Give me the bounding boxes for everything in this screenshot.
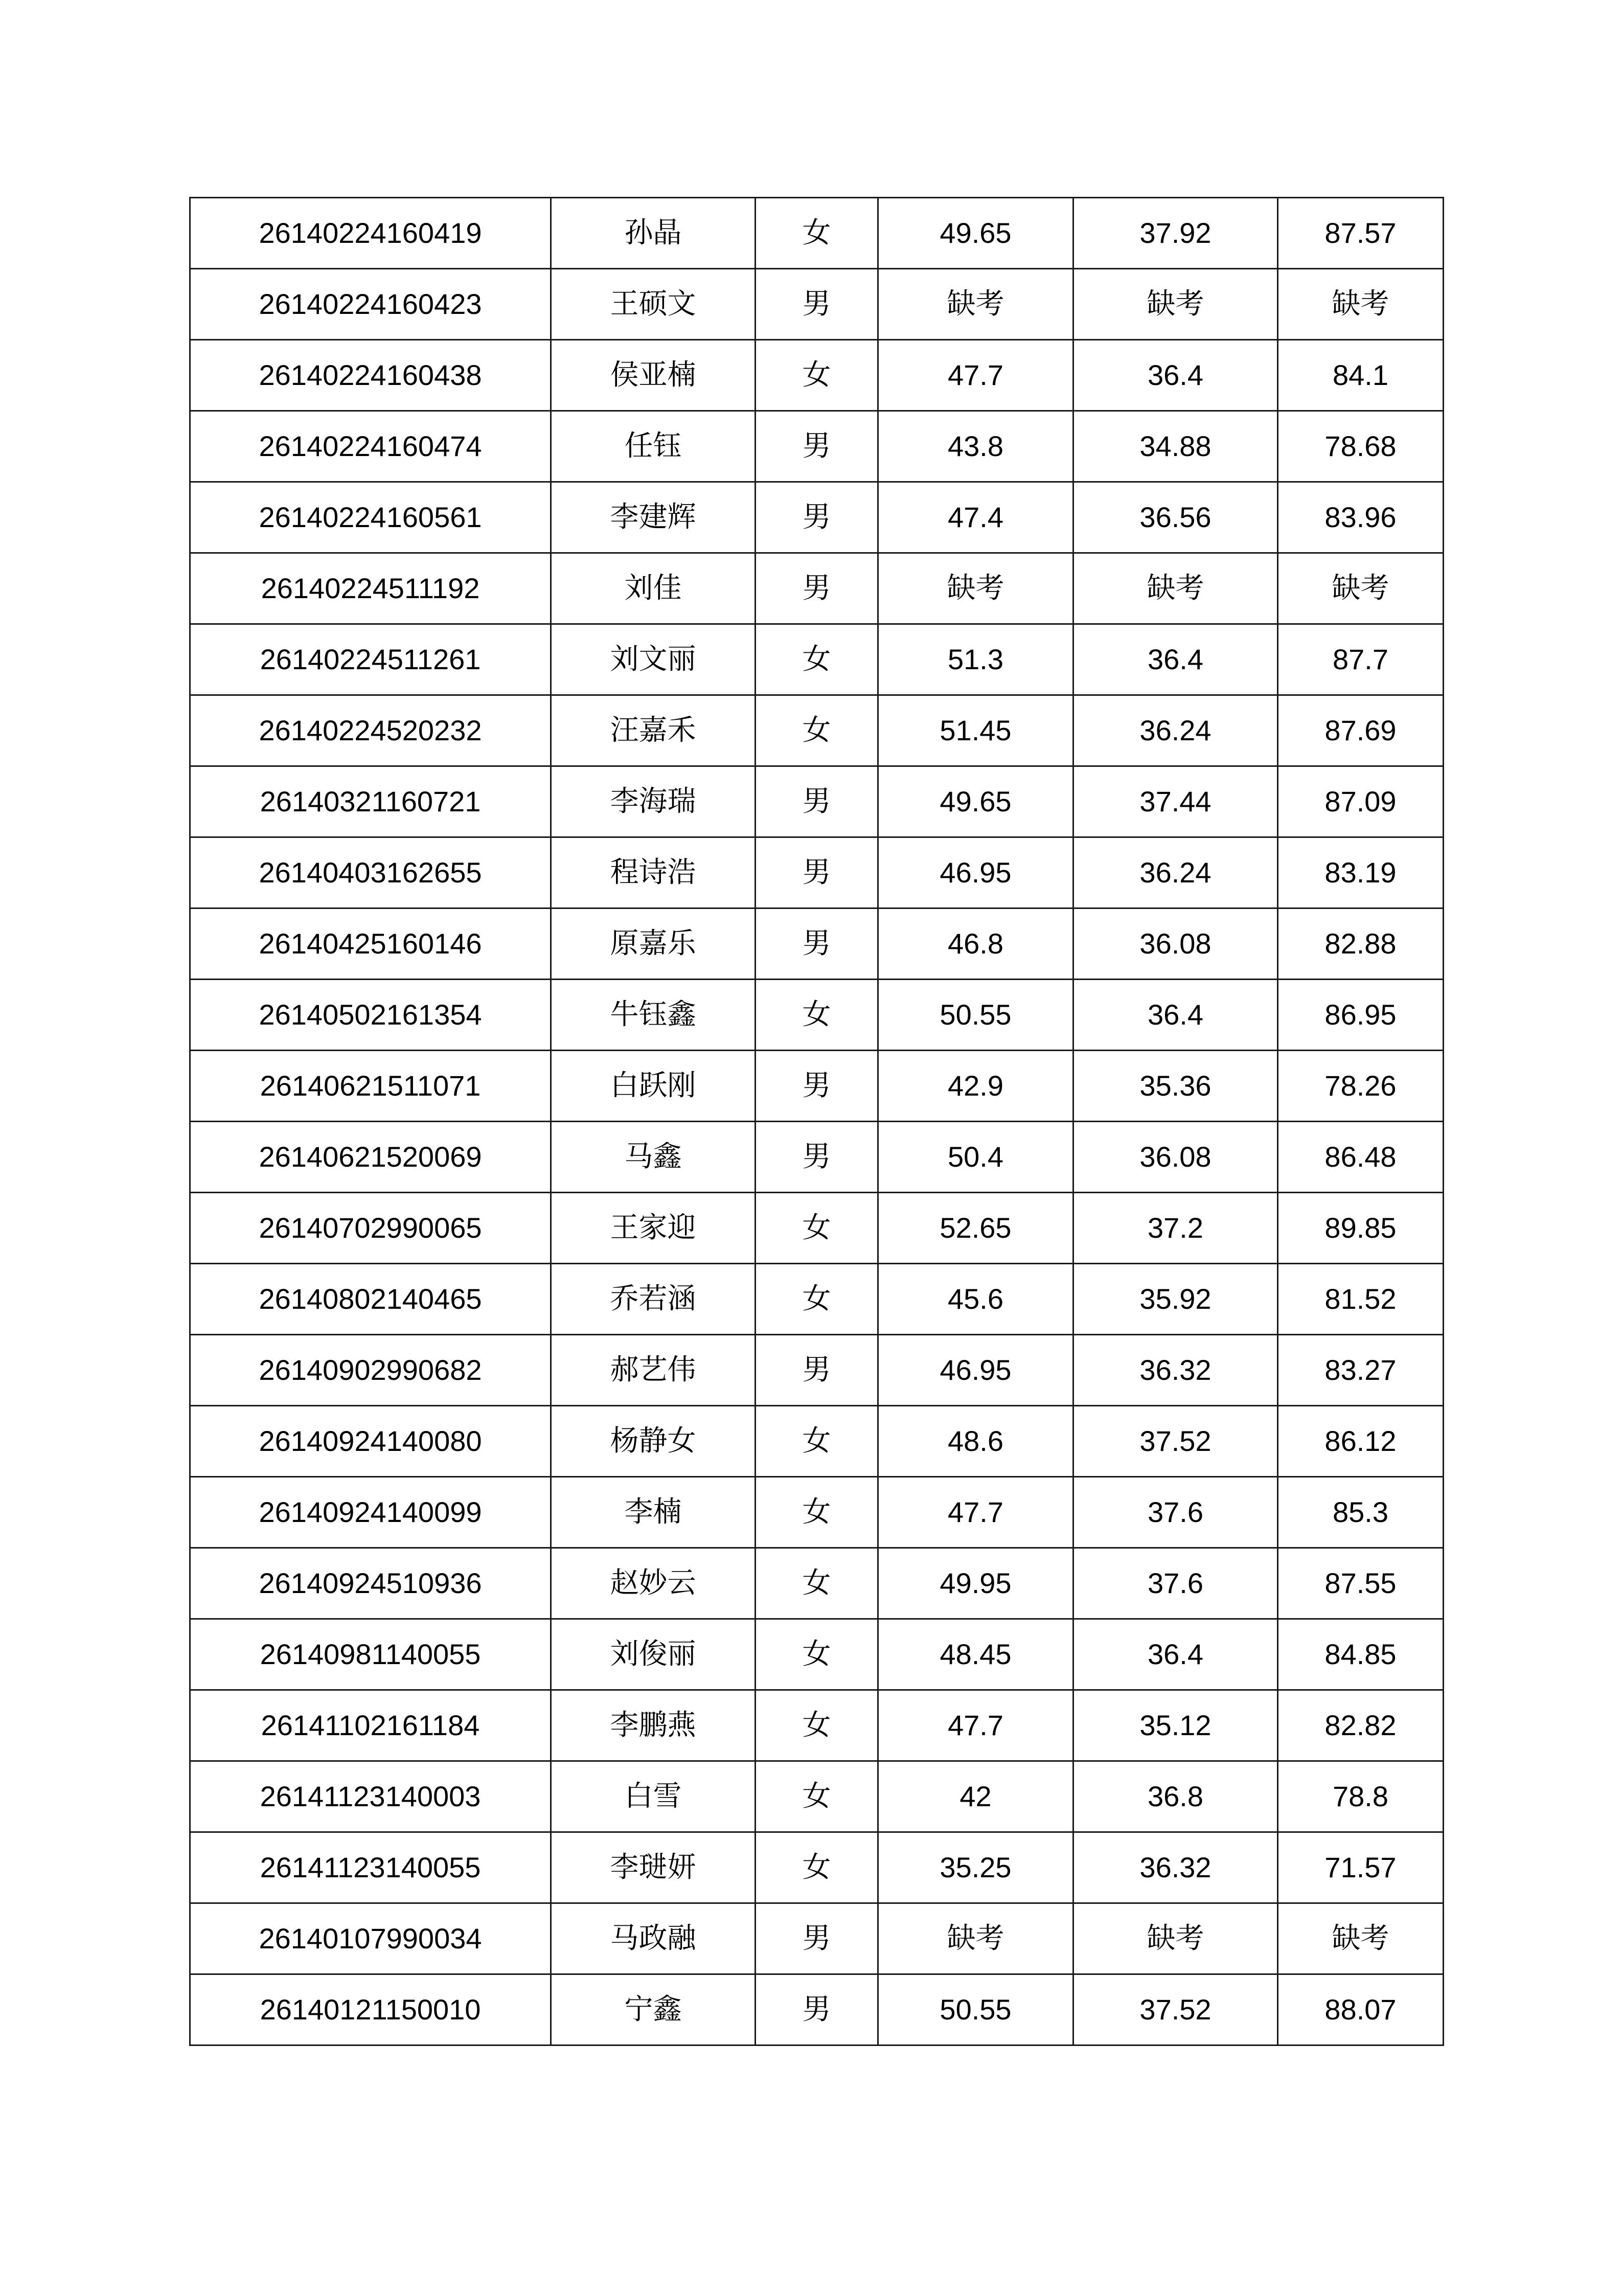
table-row: [190, 482, 1444, 553]
gender-cell: 女: [756, 1832, 878, 1903]
score-table: [189, 197, 1444, 2046]
candidate-id-cell: 26140224160474: [190, 411, 551, 482]
gender-cell: 男: [756, 1903, 878, 1974]
gender-cell: 男: [756, 411, 878, 482]
candidate-id-cell: 26140224160423: [190, 269, 551, 340]
score-1-cell: 49.65: [878, 198, 1073, 269]
table-row: [190, 837, 1444, 908]
candidate-name-cell: 马政融: [551, 1903, 756, 1974]
score-1-cell: 49.95: [878, 1548, 1073, 1619]
table-row: [190, 766, 1444, 837]
candidate-id-cell: 26140621511071: [190, 1051, 551, 1122]
score-2-cell: 36.32: [1073, 1335, 1278, 1406]
score-1-cell: 46.8: [878, 908, 1073, 980]
table-row: [190, 553, 1444, 624]
candidate-id-cell: 26140224520232: [190, 695, 551, 766]
table-row: [190, 908, 1444, 980]
candidate-name-cell: 牛钰鑫: [551, 980, 756, 1051]
candidate-id-cell: 26140224160419: [190, 198, 551, 269]
score-table-body: [190, 198, 1444, 2045]
gender-cell: 女: [756, 1619, 878, 1690]
score-1-cell: 52.65: [878, 1193, 1073, 1264]
candidate-name-cell: 王硕文: [551, 269, 756, 340]
score-1-cell: 43.8: [878, 411, 1073, 482]
score-2-cell: 36.32: [1073, 1832, 1278, 1903]
candidate-name-cell: 汪嘉禾: [551, 695, 756, 766]
candidate-name-cell: 原嘉乐: [551, 908, 756, 980]
table-row: [190, 980, 1444, 1051]
gender-cell: 男: [756, 482, 878, 553]
gender-cell: 男: [756, 837, 878, 908]
total-score-cell: 89.85: [1278, 1193, 1444, 1264]
total-score-cell: 87.7: [1278, 624, 1444, 695]
candidate-id-cell: 26140224511192: [190, 553, 551, 624]
score-1-cell: 47.7: [878, 340, 1073, 411]
total-score-cell: 84.85: [1278, 1619, 1444, 1690]
score-1-cell: 42: [878, 1761, 1073, 1832]
score-1-cell: 缺考: [878, 269, 1073, 340]
score-1-cell: 35.25: [878, 1832, 1073, 1903]
gender-cell: 女: [756, 340, 878, 411]
score-1-cell: 42.9: [878, 1051, 1073, 1122]
score-1-cell: 46.95: [878, 837, 1073, 908]
table-row: [190, 1974, 1444, 2045]
score-2-cell: 36.24: [1073, 695, 1278, 766]
table-row: [190, 1761, 1444, 1832]
candidate-name-cell: 马鑫: [551, 1122, 756, 1193]
table-row: [190, 1548, 1444, 1619]
candidate-name-cell: 宁鑫: [551, 1974, 756, 2045]
gender-cell: 男: [756, 908, 878, 980]
score-2-cell: 37.52: [1073, 1406, 1278, 1477]
score-1-cell: 46.95: [878, 1335, 1073, 1406]
candidate-id-cell: 26140621520069: [190, 1122, 551, 1193]
candidate-id-cell: 26140403162655: [190, 837, 551, 908]
gender-cell: 女: [756, 1406, 878, 1477]
score-2-cell: 37.92: [1073, 198, 1278, 269]
candidate-name-cell: 赵妙云: [551, 1548, 756, 1619]
candidate-id-cell: 26140224160561: [190, 482, 551, 553]
table-row: [190, 1335, 1444, 1406]
score-1-cell: 50.55: [878, 980, 1073, 1051]
candidate-id-cell: 26140107990034: [190, 1903, 551, 1974]
table-row: [190, 1193, 1444, 1264]
total-score-cell: 78.26: [1278, 1051, 1444, 1122]
candidate-name-cell: 刘文丽: [551, 624, 756, 695]
score-2-cell: 37.52: [1073, 1974, 1278, 2045]
score-2-cell: 37.2: [1073, 1193, 1278, 1264]
score-1-cell: 50.55: [878, 1974, 1073, 2045]
candidate-id-cell: 26141123140055: [190, 1832, 551, 1903]
candidate-id-cell: 26140425160146: [190, 908, 551, 980]
table-row: [190, 1477, 1444, 1548]
candidate-id-cell: 26140924510936: [190, 1548, 551, 1619]
gender-cell: 女: [756, 624, 878, 695]
total-score-cell: 82.82: [1278, 1690, 1444, 1761]
candidate-id-cell: 26141123140003: [190, 1761, 551, 1832]
score-2-cell: 36.8: [1073, 1761, 1278, 1832]
total-score-cell: 缺考: [1278, 269, 1444, 340]
candidate-name-cell: 程诗浩: [551, 837, 756, 908]
gender-cell: 男: [756, 1335, 878, 1406]
score-1-cell: 51.3: [878, 624, 1073, 695]
total-score-cell: 78.68: [1278, 411, 1444, 482]
score-2-cell: 36.08: [1073, 1122, 1278, 1193]
total-score-cell: 83.27: [1278, 1335, 1444, 1406]
gender-cell: 男: [756, 269, 878, 340]
candidate-id-cell: 26140802140465: [190, 1264, 551, 1335]
candidate-id-cell: 26141102161184: [190, 1690, 551, 1761]
score-1-cell: 47.4: [878, 482, 1073, 553]
candidate-id-cell: 26140224160438: [190, 340, 551, 411]
score-2-cell: 36.56: [1073, 482, 1278, 553]
gender-cell: 女: [756, 1264, 878, 1335]
score-2-cell: 37.6: [1073, 1477, 1278, 1548]
candidate-name-cell: 李建辉: [551, 482, 756, 553]
candidate-name-cell: 李鹏燕: [551, 1690, 756, 1761]
candidate-id-cell: 26140121150010: [190, 1974, 551, 2045]
score-1-cell: 47.7: [878, 1477, 1073, 1548]
total-score-cell: 83.19: [1278, 837, 1444, 908]
score-1-cell: 50.4: [878, 1122, 1073, 1193]
score-2-cell: 36.4: [1073, 1619, 1278, 1690]
gender-cell: 男: [756, 1122, 878, 1193]
candidate-id-cell: 26140924140080: [190, 1406, 551, 1477]
table-row: [190, 1832, 1444, 1903]
score-2-cell: 37.44: [1073, 766, 1278, 837]
table-row: [190, 340, 1444, 411]
candidate-name-cell: 刘佳: [551, 553, 756, 624]
candidate-name-cell: 李琎妍: [551, 1832, 756, 1903]
gender-cell: 女: [756, 1193, 878, 1264]
score-2-cell: 缺考: [1073, 269, 1278, 340]
total-score-cell: 87.69: [1278, 695, 1444, 766]
gender-cell: 女: [756, 1477, 878, 1548]
gender-cell: 女: [756, 695, 878, 766]
total-score-cell: 84.1: [1278, 340, 1444, 411]
candidate-name-cell: 孙晶: [551, 198, 756, 269]
score-1-cell: 48.6: [878, 1406, 1073, 1477]
score-1-cell: 缺考: [878, 553, 1073, 624]
table-row: [190, 1051, 1444, 1122]
candidate-name-cell: 乔若涵: [551, 1264, 756, 1335]
candidate-id-cell: 26140702990065: [190, 1193, 551, 1264]
score-2-cell: 缺考: [1073, 1903, 1278, 1974]
score-2-cell: 缺考: [1073, 553, 1278, 624]
score-1-cell: 48.45: [878, 1619, 1073, 1690]
score-2-cell: 35.12: [1073, 1690, 1278, 1761]
total-score-cell: 86.95: [1278, 980, 1444, 1051]
table-row: [190, 624, 1444, 695]
table-row: [190, 411, 1444, 482]
score-2-cell: 36.24: [1073, 837, 1278, 908]
total-score-cell: 缺考: [1278, 553, 1444, 624]
score-1-cell: 45.6: [878, 1264, 1073, 1335]
score-1-cell: 缺考: [878, 1903, 1073, 1974]
table-row: [190, 1619, 1444, 1690]
total-score-cell: 81.52: [1278, 1264, 1444, 1335]
candidate-id-cell: 26140981140055: [190, 1619, 551, 1690]
score-2-cell: 35.92: [1073, 1264, 1278, 1335]
score-1-cell: 51.45: [878, 695, 1073, 766]
gender-cell: 女: [756, 1761, 878, 1832]
candidate-name-cell: 白雪: [551, 1761, 756, 1832]
table-row: [190, 1406, 1444, 1477]
total-score-cell: 87.09: [1278, 766, 1444, 837]
total-score-cell: 缺考: [1278, 1903, 1444, 1974]
table-row: [190, 1122, 1444, 1193]
candidate-id-cell: 26140224511261: [190, 624, 551, 695]
total-score-cell: 86.48: [1278, 1122, 1444, 1193]
candidate-name-cell: 杨静女: [551, 1406, 756, 1477]
total-score-cell: 71.57: [1278, 1832, 1444, 1903]
gender-cell: 男: [756, 553, 878, 624]
score-2-cell: 36.4: [1073, 340, 1278, 411]
total-score-cell: 82.88: [1278, 908, 1444, 980]
candidate-name-cell: 郝艺伟: [551, 1335, 756, 1406]
score-1-cell: 47.7: [878, 1690, 1073, 1761]
candidate-id-cell: 26140902990682: [190, 1335, 551, 1406]
candidate-name-cell: 任钰: [551, 411, 756, 482]
candidate-name-cell: 白跃刚: [551, 1051, 756, 1122]
table-row: [190, 1903, 1444, 1974]
candidate-id-cell: 26140321160721: [190, 766, 551, 837]
total-score-cell: 83.96: [1278, 482, 1444, 553]
gender-cell: 女: [756, 198, 878, 269]
total-score-cell: 78.8: [1278, 1761, 1444, 1832]
gender-cell: 男: [756, 1051, 878, 1122]
score-2-cell: 37.6: [1073, 1548, 1278, 1619]
candidate-name-cell: 刘俊丽: [551, 1619, 756, 1690]
candidate-name-cell: 李楠: [551, 1477, 756, 1548]
score-2-cell: 36.08: [1073, 908, 1278, 980]
score-2-cell: 36.4: [1073, 624, 1278, 695]
candidate-name-cell: 王家迎: [551, 1193, 756, 1264]
total-score-cell: 85.3: [1278, 1477, 1444, 1548]
table-row: [190, 198, 1444, 269]
candidate-name-cell: 李海瑞: [551, 766, 756, 837]
score-2-cell: 36.4: [1073, 980, 1278, 1051]
score-1-cell: 49.65: [878, 766, 1073, 837]
table-row: [190, 1690, 1444, 1761]
table-row: [190, 1264, 1444, 1335]
score-2-cell: 34.88: [1073, 411, 1278, 482]
total-score-cell: 87.57: [1278, 198, 1444, 269]
gender-cell: 男: [756, 766, 878, 837]
table-row: [190, 269, 1444, 340]
gender-cell: 女: [756, 1690, 878, 1761]
candidate-id-cell: 26140924140099: [190, 1477, 551, 1548]
total-score-cell: 88.07: [1278, 1974, 1444, 2045]
table-row: [190, 695, 1444, 766]
gender-cell: 男: [756, 1974, 878, 2045]
candidate-id-cell: 26140502161354: [190, 980, 551, 1051]
total-score-cell: 87.55: [1278, 1548, 1444, 1619]
score-2-cell: 35.36: [1073, 1051, 1278, 1122]
gender-cell: 女: [756, 1548, 878, 1619]
gender-cell: 女: [756, 980, 878, 1051]
candidate-name-cell: 侯亚楠: [551, 340, 756, 411]
total-score-cell: 86.12: [1278, 1406, 1444, 1477]
